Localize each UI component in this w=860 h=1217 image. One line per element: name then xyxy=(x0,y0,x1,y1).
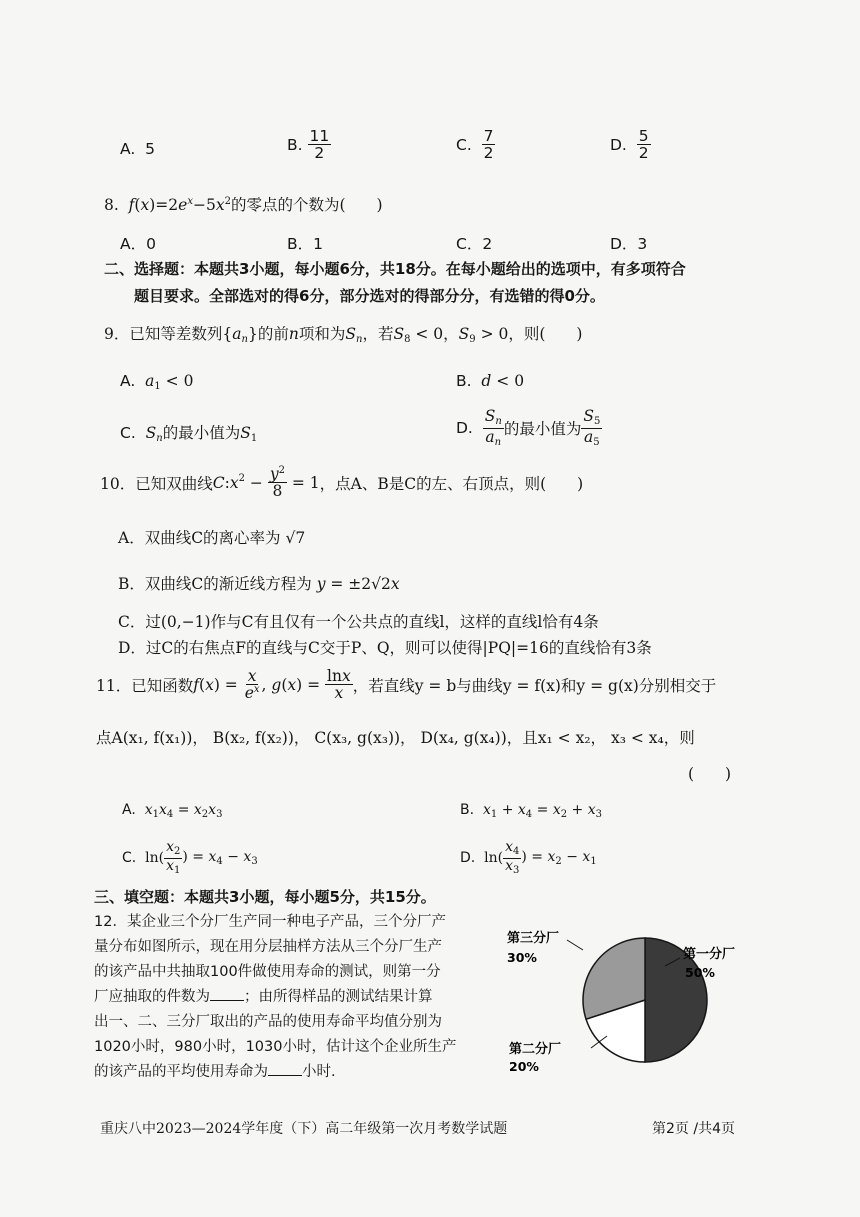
q12-line2: 量分布如图所示，现在用分层抽样方法从三个分厂生产 xyxy=(94,939,442,955)
q12-line7: 的该产品的平均使用寿命为 小时. xyxy=(94,1060,336,1081)
q12-line4: 厂应抽取的件数为 ；由所得样品的测试结果计算 xyxy=(94,985,433,1006)
q9-option-c: C. $S_n$的最小值为$S_1$ xyxy=(120,424,258,444)
pie-label-third: 第三分厂 xyxy=(507,931,560,946)
q8-option-c: C．2 xyxy=(456,235,493,253)
section3-heading: 三、填空题：本题共3小题，每小题5分，共15分。 xyxy=(94,888,436,906)
q8-option-b: B．1 xyxy=(287,235,323,253)
pie-label-second: 第二分厂 xyxy=(509,1042,562,1057)
q11-option-b: B. $x_1 + x_4 = x_2 + x_3$ xyxy=(460,802,603,820)
q9-option-a: A. $a_1 < 0$ xyxy=(120,372,194,392)
q7-option-b: B. $\frac{11}{2}$ xyxy=(287,127,330,163)
q12-blank-2[interactable] xyxy=(268,1061,302,1076)
pie-label-first: 第一分厂 xyxy=(683,947,736,962)
q9-stem: 9．已知等差数列$\{a_n\}$的前n项和为$S_n$，若$S_8 < 0$，$S_9 > 0$，则( ) xyxy=(104,325,583,345)
pie-pct-second: 20% xyxy=(509,1059,539,1074)
q11-stem: 11．已知函数f(x) = $\frac{x}{e^x}$ , g(x) = $\frac{\ln x}{x}$ ，若直线y = b与曲线y = f(x)和y = g(x)分别相交于 xyxy=(96,667,717,703)
q12-blank-1[interactable] xyxy=(210,986,244,1001)
q8-option-d: D．3 xyxy=(610,235,648,253)
q7-option-d: D. $\frac{5}{2}$ xyxy=(610,127,649,163)
q10-option-a: A．双曲线C的离心率为 √7 xyxy=(118,529,306,547)
q10-option-b: B．双曲线C的渐近线方程为 y = ±2√2x xyxy=(118,575,400,593)
q10-option-d: D．过C的右焦点F的直线与C交于P、Q，则可以使得|PQ|=16的直线恰有3条 xyxy=(118,639,652,657)
q12-line1: 12．某企业三个分厂生产同一种电子产品，三个分厂产 xyxy=(94,914,446,930)
pie-chart xyxy=(495,920,736,1080)
q7-option-c: C. $\frac{7}{2}$ xyxy=(456,127,494,163)
q11-option-a: A. $x_1x_4 = x_2x_3$ xyxy=(122,802,223,820)
pie-pct-first: 50% xyxy=(685,965,715,980)
q9-option-b: B. d < 0 xyxy=(456,372,525,390)
q8-stem: 8. $f(x)=2e^x-5x^2$的零点的个数为( ) xyxy=(104,196,383,214)
q11-option-d: D. ln( $\frac{x_4}{x_3}$ ) = $x_2 - x_1$ xyxy=(460,839,597,876)
q10-stem: 10．已知双曲线$C:x^2$ − $\frac{y^2}{8}$ = 1，点A、B是C的左、右顶点，则( ) xyxy=(100,465,584,501)
leader-line-third xyxy=(567,940,583,950)
q8-option-a: A．0 xyxy=(120,235,156,253)
q12-line6: 1020小时，980小时，1030小时，估计这个企业所生产 xyxy=(94,1039,457,1055)
q11-answer-paren: ( ) xyxy=(688,765,732,783)
q11-stem-line2: 点A(x₁, f(x₁))， B(x₂, f(x₂))， C(x₃, g(x₃))， D(x₄, g(x₄))，且x₁ < x₂， x₃ < x₄，则 xyxy=(96,729,695,747)
footer-title: 重庆八中2023—2024学年度（下）高二年级第一次月考数学试题 xyxy=(100,1121,508,1137)
pie-pct-third: 30% xyxy=(507,950,537,965)
section2-heading-line2: 题目要求。全部选对的得6分，部分选对的得部分分，有选错的得0分。 xyxy=(134,287,605,305)
q12-line5: 出一、二、三分厂取出的产品的使用寿命平均值分别为 xyxy=(94,1014,442,1030)
q12-line3: 的该产品中共抽取100件做使用寿命的测试，则第一分 xyxy=(94,964,441,980)
q10-option-c: C．过(0,−1)作与C有且仅有一个公共点的直线l，这样的直线l恰有4条 xyxy=(118,613,599,631)
footer-page-number: 第2页 /共4页 xyxy=(652,1121,735,1137)
q9-option-d: D. $\frac{S_n}{a_n}$ 的最小值为 $\frac{S_5}{a_5}$ xyxy=(456,407,601,448)
q7-option-a: A. 5 xyxy=(120,140,155,158)
q11-option-c: C. ln( $\frac{x_2}{x_1}$ ) = $x_4 - x_3$ xyxy=(122,839,258,876)
section2-heading-line1: 二、选择题：本题共3小题，每小题6分，共18分。在每小题给出的选项中，有多项符合 xyxy=(104,260,686,278)
